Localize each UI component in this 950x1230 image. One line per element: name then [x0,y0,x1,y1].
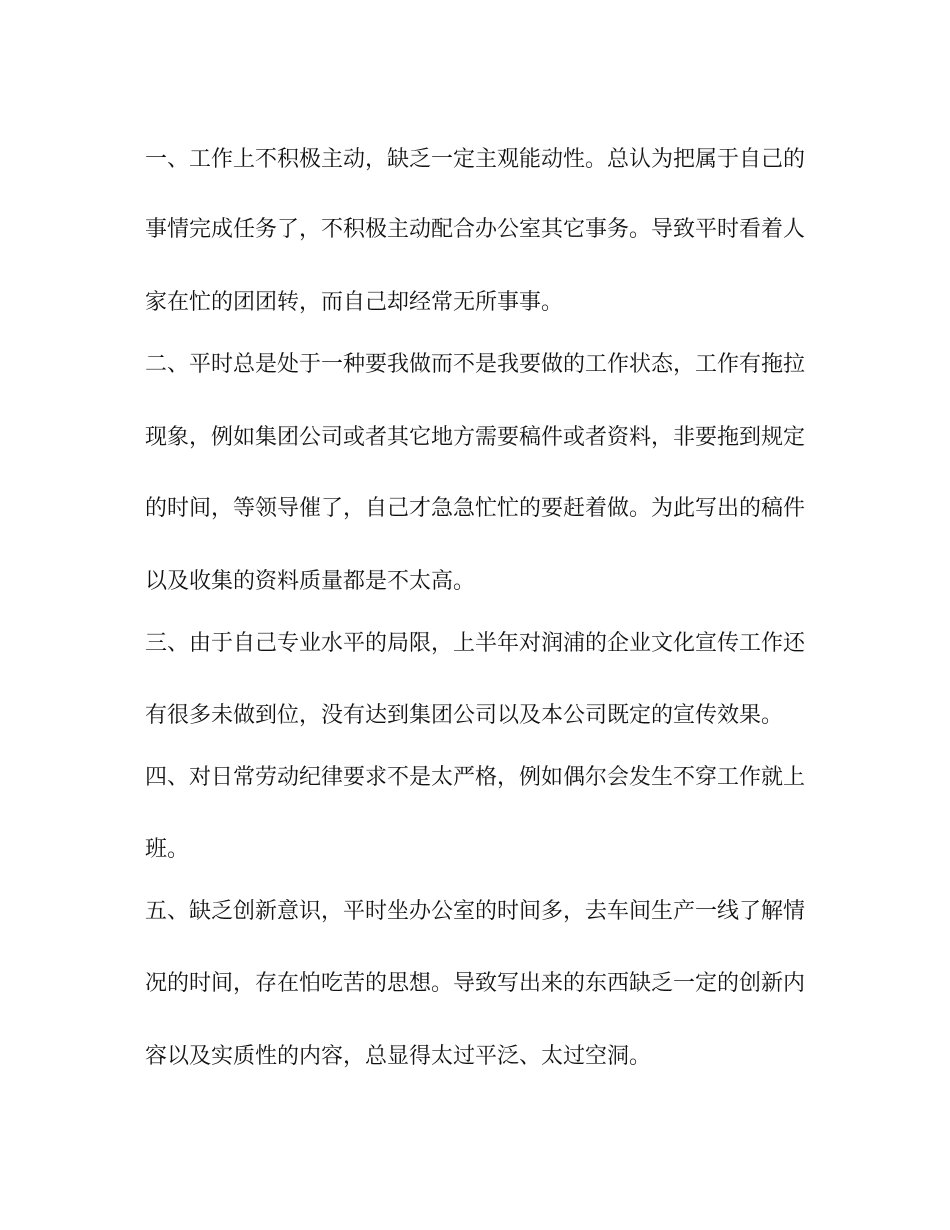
paragraph-5-line-2: 况的时间，存在怕吃苦的思想。导致写出来的东西缺乏一定的创新内 [145,971,805,996]
paragraph-5-line-3: 容以及实质性的内容，总显得太过平泛、太过空洞。 [145,1044,652,1069]
paragraph-2-line-3: 的时间，等领导催了，自己才急急忙忙的要赶着做。为此写出的稿件 [145,496,805,521]
paragraph-4-line-2: 班。 [145,837,190,862]
paragraph-5-line-1: 五、缺乏创新意识，平时坐办公室的时间多，去车间生产一线了解情 [145,899,805,924]
paragraph-4-line-1: 四、对日常劳动纪律要求不是太严格，例如偶尔会发生不穿工作就上 [145,765,805,790]
paragraph-1-line-2: 事情完成任务了，不积极主动配合办公室其它事务。导致平时看着人 [145,217,805,242]
paragraph-2-line-2: 现象，例如集团公司或者其它地方需要稿件或者资料，非要拖到规定 [145,425,805,450]
paragraph-3-line-2: 有很多未做到位，没有达到集团公司以及本公司既定的宣传效果。 [145,703,784,728]
paragraph-3-line-1: 三、由于自己专业水平的局限，上半年对润浦的企业文化宣传工作还 [145,631,805,656]
paragraph-2-line-4: 以及收集的资料质量都是不太高。 [145,569,476,594]
paragraph-1-line-1: 一、工作上不积极主动，缺乏一定主观能动性。总认为把属于自己的 [145,147,805,172]
paragraph-2-line-1: 二、平时总是处于一种要我做而不是我要做的工作状态，工作有拖拉 [145,352,805,377]
paragraph-1-line-3: 家在忙的团团转，而自己却经常无所事事。 [145,290,564,315]
